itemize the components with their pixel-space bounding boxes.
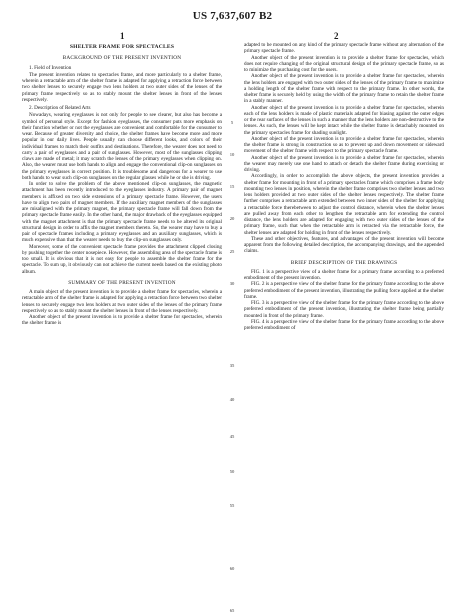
paragraph: Moreover, some of the convenient spectacle frame provides the attachment clipped closing by pushing together the center nosepiece. However, the assembling area of the spectacle frame is too small. It is obvious that it is not easy for people to assemble the shelter frame for the spectacle. To sum up, it obviously can not achieve the current needs based on the existing photo album.: [22, 243, 222, 275]
patent-number: US 7,637,607 B2: [192, 10, 273, 22]
paragraph: In order to solve the problem of the above mentioned clip-on sunglasses, the magnetic attachment has been recently introduced to the eyeglasses industry. A primary pair of magnet members is affixed on two side extensions of a primary spectacle frame. However, the users have to align two pairs of magnet members. If the auxiliary magnet members of the sunglasses are misaligned with the primary magnet, the primary spectacle frame will fall down from the primary spectacle frame easily. In the other hand, the major drawback of the eyeglasses equipped with the magnet attachment is that the primary spectacle frame needs to be altered its original structural design in order to affix the magnet members thereto. So, the wearer may have to buy a pair of spectacle frames including a primary eyeglasses and an auxiliary sunglasses, which is much expensive than that the wearer needs to buy the clip-on sunglasses only.: [22, 181, 222, 244]
paragraph: Another object of the present invention is to provide a shelter frame for spectacles, wherein the shelter frame is strong in construction so as to prevent up and down movement or sideward movement of the shelter frame with respect to the primary spectacle frame.: [244, 135, 444, 155]
related-arts-heading: 2. Description of Related Arts: [29, 105, 91, 111]
paragraph: A main object of the present invention is to provide a shelter frame for spectacles, wherein a retractable arm of the shelter frame is adapted for applying a retraction force between two shelter lenses to securely engage two lens holders at two outer sides of the lenses of the primary frame respectively so as to stably mount the shelter lenses in front of the lenses respectively.: [22, 289, 222, 314]
paragraph: Another object of the present invention is to provide a shelter frame for spectacles, wherein the shelter frame is: [22, 314, 222, 327]
drawings-heading: BRIEF DESCRIPTION OF THE DRAWINGS: [290, 259, 398, 266]
background-heading: BACKGROUND OF THE PRESENT INVENTION: [62, 55, 182, 62]
line-number: 65: [229, 608, 235, 613]
line-number: 30: [229, 281, 235, 286]
line-number: 60: [229, 566, 235, 571]
summary-heading: SUMMARY OF THE PRESENT INVENTION: [68, 279, 176, 286]
figure-description: FIG. 1 is a perspective view of a shelter frame for a primary frame according to a preferred embodiment of the present invention.: [244, 268, 444, 281]
right-column: [244, 42, 444, 331]
paragraph: Nowadays, wearing eyeglasses is not only for people to see clearer, but also has become a symbol of personal style. Except for fashion eyeglasses, the consumer puts more emphasis on their function whether or not the eyeglasses are convenient and comfortable for the consumer to wear. Because of greater diversity and choice, the shelter frames have become more and more popular in our daily lives. People usually can choose different looks, and colors of their individual frames to match their outfits and destinations. Therefore, the wearer does not need to carry a pair of eyeglasses and a pair of sunglasses. However, most of the sunglasses clipping claws are made of metal; it may scratch the lenses of the primary eyeglasses when clipping on. Also, the wearer must use both hands to align and engage the conventional clip-on sunglasses on the primary eyeglasses in correct position. It is troublesome and dangerous for a wearer to use both hands to wear such clip-on sunglasses on the regular glasses while he or she is driving.: [22, 112, 222, 181]
line-number: 45: [229, 434, 235, 439]
paragraph: Accordingly, in order to accomplish the above objects, the present invention provides a shelter frame for mounting in front of a primary spectacles frame which comprises a frame body mounting two lenses in position, wherein the shelter frame comprises two shelter lenses and two lens holders provided at two outer sides of the shelter lenses respectively. The shelter frame further comprises a retractable arm extended between two inner sides of the shelter for applying a retractable force therebetween to adjust the control distance, wherein when the shelter lenses are pulled away from each other to lengthen the retractable arm for extending the control distance, the lens holders are adapted for engaging with two outer sides of the lenses of the primary frame, such that when the retractable arm is retracted via the retractable force, the shelter lenses are adapted for holding in front of the lenses respectively.: [244, 173, 444, 236]
line-number: 25: [229, 249, 235, 254]
line-number: 20: [229, 216, 235, 221]
paragraph: Another object of the present invention is to provide a shelter frame for spectacles, wherein the wearer may merely use one hand to attach or detach the shelter frame during exercising or driving.: [244, 154, 444, 173]
column-number-left: 1: [120, 31, 125, 41]
figure-description: FIG. 4 is a perspective view of the shelter frame for the primary frame according to the above preferred embodiment of: [244, 318, 444, 331]
line-number: 15: [229, 184, 235, 189]
figure-description: FIG. 3 is a perspective view of the shelter frame for the primary frame according to the above preferred embodiment of the present invention, illustrating the shelter frame being partially mounted in front of the primary frame.: [244, 300, 444, 319]
document-title: SHELTER FRAME FOR SPECTACLES: [69, 44, 175, 50]
line-number: 50: [229, 469, 235, 474]
line-number: 5: [230, 120, 234, 125]
paragraph: Another object of the present invention is to provide a shelter frame for spectacles, wherein each of the lens holders is made of plastic materials adapted for biasing against the outer edges or the rear surfaces of the lenses in such a manner that the lens holders are non-destructive to the lenses. As such, the lenses will be kept intact while the shelter frame is detachably mounted on the primary spectacles frame for shading sunlight.: [244, 104, 444, 136]
line-number: 35: [229, 363, 235, 368]
line-number: 55: [229, 503, 235, 508]
column-number-right: 2: [334, 31, 339, 41]
paragraph: Another object of the present invention is to provide a shelter frame for spectacles, wherein the lens holders are engaged with two outer sides of the lenses of the primary frame to maximize a holding length of the shelter frame with respect to the primary frame. In other words, the shelter frame is securely held by using the width of the primary frame to retain the shelter frame in a stably manner.: [244, 73, 444, 105]
paragraph: The present invention relates to spectacles frame, and more particularly to a shelter frame, wherein a retractable arm of the shelter frame is adapted for applying a retraction force between two shelter lenses to securely engage two lens holders at two outer sides of the lenses of the primary frame respectively so as to stably mount the shelter lenses in front of the lenses respectively.: [22, 71, 222, 103]
line-number: 10: [229, 152, 235, 157]
paragraph: Another object of the present invention is to provide a shelter frame for spectacles, which does not require changing of the original structural design of the primary spectacle frame, so as to minimize the purchasing cost for the users.: [244, 54, 444, 73]
paragraph: adapted to be mounted on any kind of the primary spectacle frame without any alternation of the primary spectacle frame.: [244, 42, 444, 55]
figure-description: FIG. 2 is a perspective view of the shelter frame for the primary frame according to the above preferred embodiment of the present invention, illustrating the pulling force applied at the shelter frame.: [244, 281, 444, 300]
left-column: [22, 42, 222, 327]
line-number-gutter: [222, 42, 242, 613]
field-heading: 1. Field of Invention: [29, 64, 72, 71]
paragraph: These and other objectives, features, and advantages of the present invention will become apparent from the following detailed description, the accompanying drawings, and the appended claims.: [244, 235, 444, 255]
line-number: 40: [229, 397, 235, 402]
